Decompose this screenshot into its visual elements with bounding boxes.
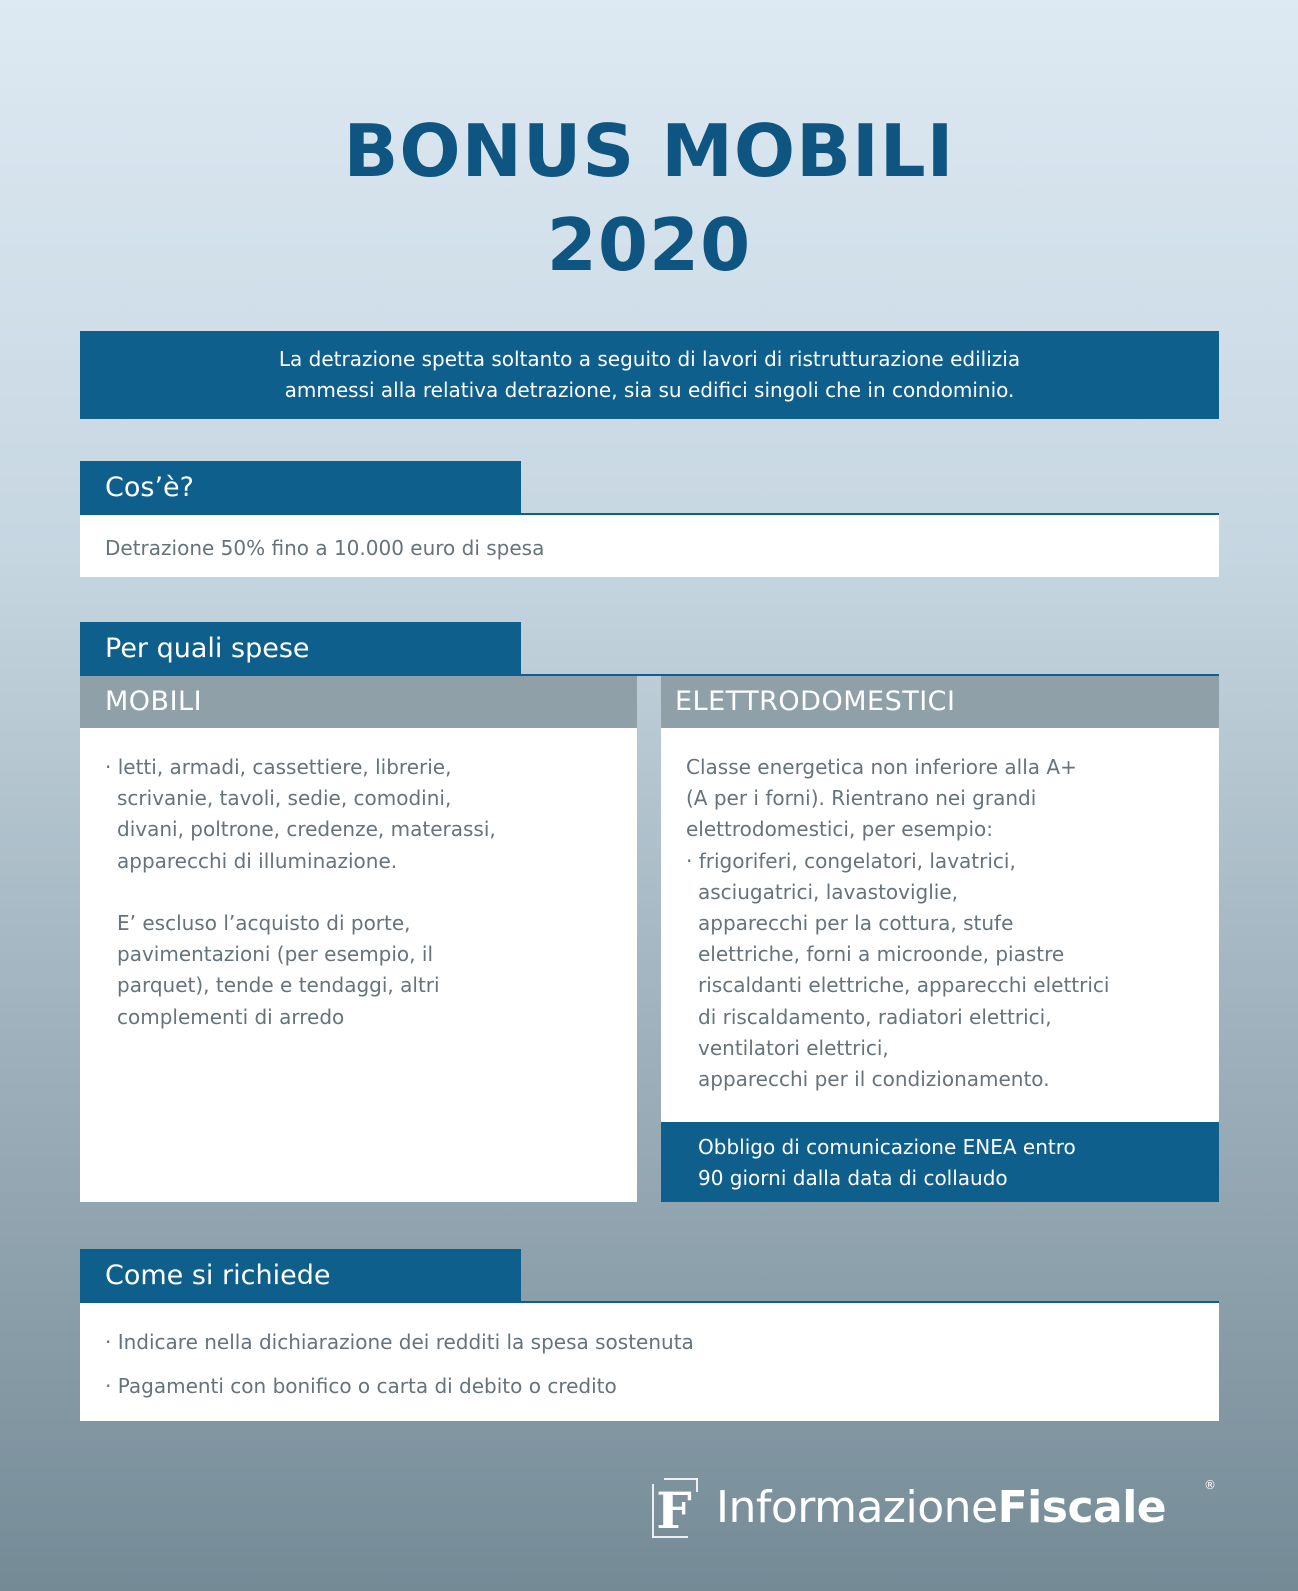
- elettro-bullet-line: ventilatori elettrici,: [698, 1035, 889, 1060]
- mobili-box: [80, 728, 637, 1202]
- intro-banner: [80, 331, 1219, 419]
- enea-notice: [661, 1122, 1219, 1202]
- section-heading-come: Come si richiede: [80, 1249, 521, 1303]
- intro-line-1: La detrazione spetta soltanto a seguito di lavori di ristrutturazione edilizia: [278, 347, 1021, 371]
- cose-text: Detrazione 50% fino a 10.000 euro di spesa: [105, 536, 545, 560]
- elettro-bullet-line: elettriche, forni a microonde, piastre: [698, 942, 1065, 967]
- mobili-list-line: divani, poltrone, credenze, materassi,: [117, 817, 496, 842]
- logo-f-icon: [650, 1478, 700, 1538]
- elettro-intro-line: (A per i forni). Rientrano nei grandi: [686, 786, 1037, 811]
- mobili-excluded-line: pavimentazioni (per esempio, il: [117, 942, 433, 967]
- mobili-excluded-line: parquet), tende e tendaggi, altri: [117, 973, 440, 998]
- logo-text-bold: Fiscale: [997, 1482, 1167, 1533]
- mobili-list-line: · letti, armadi, cassettiere, librerie,: [105, 755, 452, 779]
- page-title: [0, 104, 1298, 292]
- cose-box: [80, 515, 1219, 577]
- elettro-intro-line: elettrodomestici, per esempio:: [686, 817, 993, 842]
- informazionefiscale-logo: [650, 1478, 1220, 1538]
- intro-line-2: ammessi alla relativa detrazione, sia su edifici singoli che in condominio.: [284, 378, 1015, 402]
- enea-line-2: 90 giorni dalla data di collaudo: [698, 1166, 1008, 1190]
- title-line-2: 2020: [546, 203, 752, 287]
- logo-letter: F: [656, 1481, 692, 1538]
- come-item: · Pagamenti con bonifico o carta di debito o credito: [105, 1374, 617, 1398]
- logo-text-light: Informazione: [716, 1482, 998, 1533]
- mobili-list-line: apparecchi di illuminazione.: [117, 848, 398, 873]
- logo-wordmark: [716, 1482, 1166, 1534]
- mobili-excluded-line: E’ escluso l’acquisto di porte,: [117, 911, 411, 935]
- section-heading-cose: Cos’è?: [80, 461, 521, 515]
- elettro-bullet-line: apparecchi per la cottura, stufe: [698, 911, 1014, 936]
- mobili-excluded-line: complementi di arredo: [117, 1004, 345, 1029]
- come-box: [80, 1303, 1219, 1421]
- elettro-intro-line: Classe energetica non inferiore alla A+: [686, 755, 1077, 779]
- mobili-spacer: [105, 877, 637, 908]
- elettro-bullet-line: · frigoriferi, congelatori, lavatrici,: [686, 848, 1016, 873]
- enea-line-1: Obbligo di comunicazione ENEA entro: [698, 1135, 1076, 1159]
- elettrodomestici-list: [686, 752, 1219, 1095]
- elettrodomestici-heading: ELETTRODOMESTICI: [661, 676, 1219, 728]
- elettro-bullet-line: di riscaldamento, radiatori elettrici,: [698, 1004, 1052, 1029]
- elettro-bullet-line: apparecchi per il condizionamento.: [698, 1067, 1050, 1092]
- come-item: · Indicare nella dichiarazione dei redditi la spesa sostenuta: [105, 1330, 694, 1354]
- mobili-list: [105, 752, 637, 1033]
- elettro-bullet-line: riscaldanti elettriche, apparecchi elettrici: [698, 973, 1110, 998]
- title-line-1: BONUS MOBILI: [343, 109, 955, 193]
- registered-mark: ®: [1204, 1478, 1216, 1492]
- mobili-list-line: scrivanie, tavoli, sedie, comodini,: [117, 786, 452, 811]
- elettrodomestici-box: [661, 728, 1219, 1122]
- section-heading-spese: Per quali spese: [80, 622, 521, 676]
- mobili-heading: MOBILI: [80, 676, 637, 728]
- elettro-bullet-line: asciugatrici, lavastoviglie,: [698, 879, 959, 904]
